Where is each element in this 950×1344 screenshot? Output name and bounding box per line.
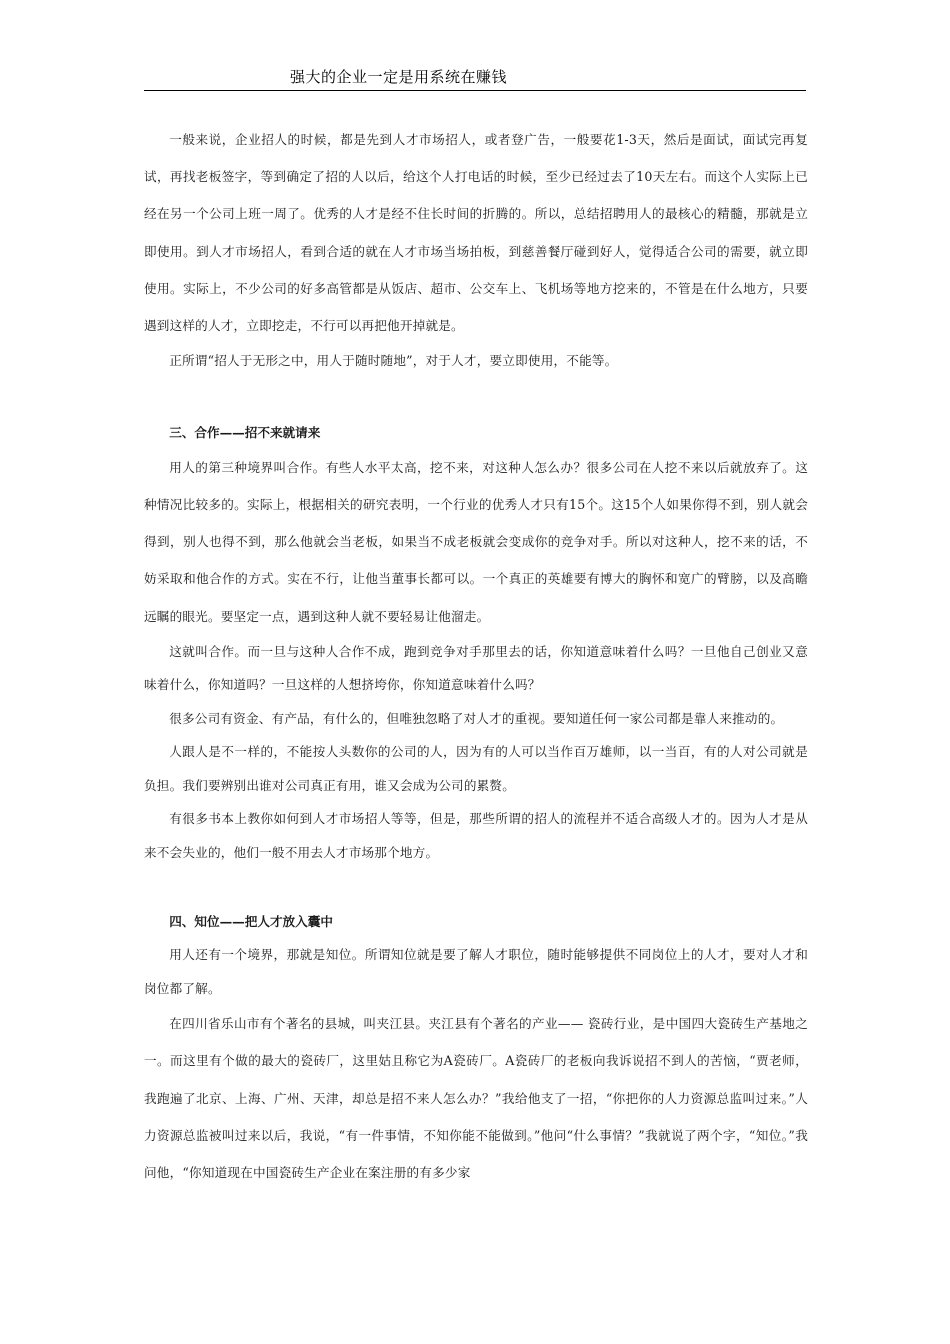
section-spacer — [144, 869, 808, 905]
document-body — [144, 121, 808, 1191]
paragraph-recruit-immediately: 一般来说，企业招人的时候，都是先到人才市场招人，或者登广告，一般要花1-3天，然后是面试，面试完再复试，再找老板签字，等到确定了招的人以后，给这个人打电话的时候，至少已经过去了10天左右。而这个人实际上已经在另一个公司上班一周了。优秀的人才是经不住长时间的折腾的。所以，总结招聘用人的最核心的精髓，那就是立即使用。到人才市场招人，看到合适的就在人才市场当场拍板，到慈善餐厅碰到好人，觉得适合公司的需要，就立即使用。实际上，不少公司的好多高管都是从饭店、超市、公交车上、飞机场等地方挖来的，不管是在什么地方，只要遇到这样的人才，立即挖走，不行可以再把他开掉就是。 — [144, 132, 808, 334]
paragraph-saying: 正所谓“招人于无形之中，用人于随时随地”，对于人才，要立即使用，不能等。 — [169, 353, 618, 369]
paragraph-cooperation: 用人的第三种境界叫合作。有些人水平太高，挖不来，对这种人怎么办？很多公司在人挖不来以后就放弃了。这种情况比较多的。实际上，根据相关的研究表明，一个行业的优秀人才只有15个。这15个人如果你得不到，别人就会得到，别人也得不到，那么他就会当老板，如果当不成老板就会变成你的竞争对手。所以对这种人，挖不来的话，不妨采取和他合作的方式。实在不行，让他当董事长都可以。一个真正的英雄要有博大的胸怀和宽广的臂膀，以及高瞻远瞩的眼光。要坚定一点，遇到这种人就不要轻易让他溜走。 — [144, 459, 808, 624]
section-spacer — [144, 378, 808, 416]
header-title: 强大的企业一定是用系统在赚钱 — [290, 68, 508, 86]
section-heading-know-position: 四、知位——把人才放入囊中 — [169, 914, 333, 930]
paragraph-know-position: 用人还有一个境界，那就是知位。所谓知位就是要了解人才职位，随时能够提供不同岗位上的人才，要对人才和岗位都了解。 — [144, 947, 808, 996]
paragraph-talent-importance: 很多公司有资金、有产品，有什么的，但唯独忽略了对人才的重视。要知道任何一家公司都是靠人来推动的。 — [169, 710, 784, 726]
paragraph-books-recruiting: 有很多书本上教你如何到人才市场招人等等，但是，那些所谓的招人的流程并不适合高级人才的。因为人才是从来不会失业的，他们一般不用去人才市场那个地方。 — [144, 811, 808, 860]
paragraph-tile-factory-story: 在四川省乐山市有个著名的县城，叫夹江县。夹江县有个著名的产业—— 瓷砖行业，是中国四大瓷砖生产基地之一。而这里有个做的最大的瓷砖厂，这里姑且称它为A瓷砖厂。A瓷砖厂的老板向我诉说招不到人的苦恼，“贾老师，我跑遍了北京、上海、广州、天津，却总是招不来人怎么办？”我给他支了一招，“你把你的人力资源总监叫过来。”人力资源总监被叫过来以后，我说，“有一件事情，不知你能不能做到。”他问“什么事情？”我就说了两个字，“知位。”我问他，“你知道现在中国瓷砖生产企业在案注册的有多少家 — [144, 1016, 808, 1181]
page-header — [144, 60, 806, 91]
paragraph-people-differ: 人跟人是不一样的，不能按人头数你的公司的人，因为有的人可以当作百万雄师，以一当百，有的人对公司就是负担。我们要辨别出谁对公司真正有用，谁又会成为公司的累赘。 — [144, 744, 808, 793]
paragraph-cooperation-meaning: 这就叫合作。而一旦与这种人合作不成，跑到竞争对手那里去的话，你知道意味着什么吗？一旦他自己创业又意味着什么，你知道吗？一旦这样的人想挤垮你，你知道意味着什么吗？ — [144, 643, 808, 693]
section-heading-cooperation: 三、合作——招不来就请来 — [169, 424, 321, 440]
